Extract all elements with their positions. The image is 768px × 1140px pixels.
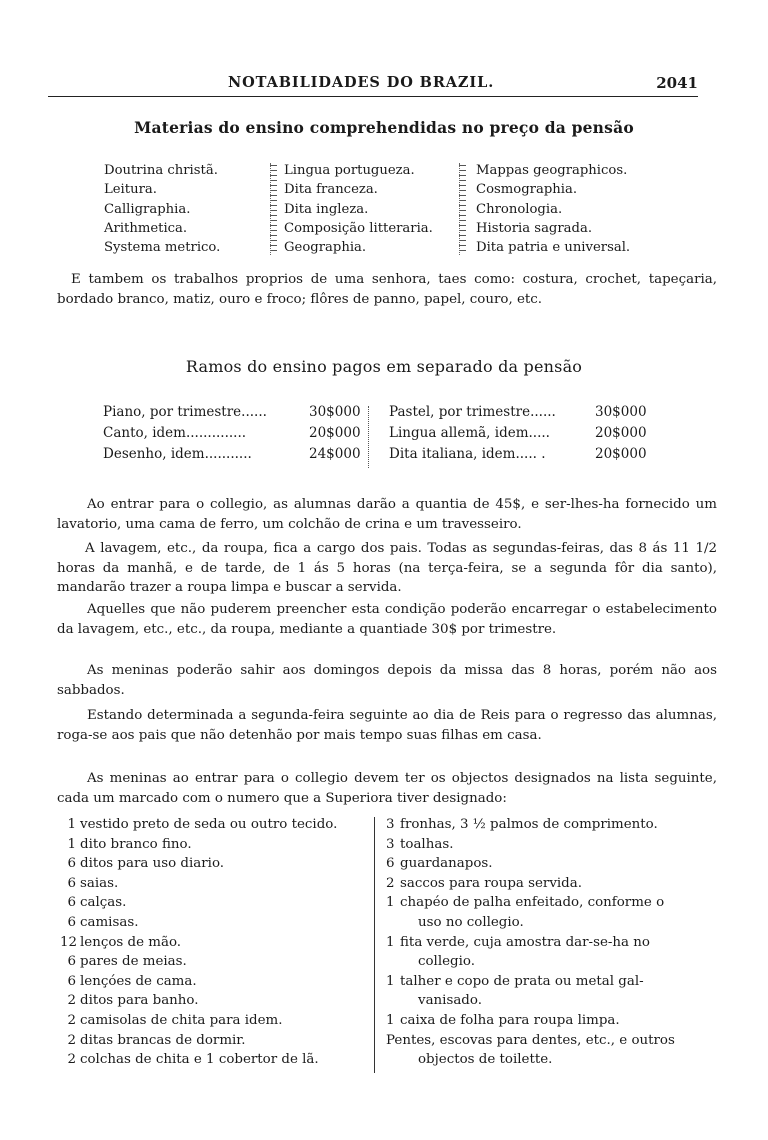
subject-item: Composição litteraria. <box>284 220 433 236</box>
header-rule <box>48 96 698 97</box>
list-item <box>60 835 370 855</box>
item-qty: 1 <box>386 973 395 989</box>
item-text: ditos para banho. <box>80 993 199 1009</box>
paragraph-laundry-service <box>57 600 717 639</box>
subject-label: Pastel, por trimestre...... <box>389 404 556 420</box>
item-qty: 6 <box>67 856 76 872</box>
list-item <box>60 991 370 1011</box>
list-item <box>60 933 370 953</box>
item-text-continued: vanisado. <box>418 993 482 1009</box>
subject-price: 20$000 <box>309 425 361 441</box>
list-item <box>60 815 370 835</box>
running-title: NOTABILIDADES DO BRAZIL. <box>228 74 495 91</box>
price-row <box>103 404 648 425</box>
subject-item: Dita patria e universal. <box>476 240 631 256</box>
item-qty: 1 <box>386 934 395 950</box>
subject-item: Dita franceza. <box>284 182 378 198</box>
subject-item: Geographia. <box>284 240 367 256</box>
item-text-continued: uso no collegio. <box>418 914 524 930</box>
list-item <box>60 854 370 874</box>
item-text: vestido preto de seda ou outro tecido. <box>80 817 338 832</box>
item-text: ditos para uso diario. <box>80 856 225 872</box>
list-item <box>386 933 716 972</box>
page-number: 2041 <box>656 74 698 92</box>
paragraph-text: A lavagem, etc., da roupa, fica a cargo dos pais. Todas as segundas-feiras, das 8 ás 11 1/2 horas da manhã, e de tarde, de 1 ás 5 horas (na terça-feira, se a segunda fôr dia santo), mandarão trazer a roupa limpa e buscar a servida. <box>57 541 717 596</box>
item-text: chapéo de palha enfeitado, conforme o <box>400 895 665 911</box>
subject-item: Leitura. <box>104 182 157 198</box>
paragraph-laundry <box>57 539 717 598</box>
section-title-paid-subjects: Ramos do ensino pagos em separado da pensão <box>185 357 583 376</box>
item-text: talher e copo de prata ou metal gal- <box>400 973 644 989</box>
item-qty: 1 <box>386 1012 395 1028</box>
item-qty: 1 <box>67 836 76 852</box>
list-item <box>386 1011 716 1031</box>
list-item <box>386 972 716 1011</box>
subject-item: Chronologia. <box>476 201 563 217</box>
item-qty: 2 <box>386 875 395 891</box>
list-item <box>60 1031 370 1051</box>
subjects-column-2 <box>284 161 433 257</box>
list-item <box>60 972 370 992</box>
item-qty: 6 <box>67 914 76 930</box>
list-item <box>60 893 370 913</box>
crafts-note-text: E tambem os trabalhos proprios de uma senhora, taes como: costura, crochet, tapeçaria, bordado branco, matiz, ouro e froco; flôres de panno, papel, couro, etc. <box>57 272 717 307</box>
subject-item: Dita ingleza. <box>284 201 369 217</box>
paragraph-text: As meninas ao entrar para o collegio devem ter os objectos designados na lista seguinte, cada um marcado com o numero que a Superiora tiver designado: <box>57 771 717 806</box>
item-text: guardanapos. <box>400 856 493 872</box>
item-qty: 6 <box>67 895 76 911</box>
item-text: saias. <box>80 875 119 891</box>
subject-item: Historia sagrada. <box>476 220 593 236</box>
item-text: calças. <box>80 895 127 911</box>
item-qty: 1 <box>67 817 76 832</box>
item-text: fronhas, 3 ½ palmos de comprimento. <box>400 817 658 832</box>
item-text: toalhas. <box>400 836 454 852</box>
item-text: fita verde, cuja amostra dar-se-ha no <box>400 934 650 950</box>
paragraph-return <box>57 706 717 745</box>
list-item <box>386 835 716 855</box>
item-text: ditas brancas de dormir. <box>80 1032 246 1048</box>
subject-item: Arithmetica. <box>104 220 188 236</box>
subject-label: Dita italiana, idem..... . <box>389 446 546 462</box>
subject-label: Lingua allemã, idem..... <box>389 425 550 441</box>
subject-item: Doutrina christã. <box>104 163 218 178</box>
list-item <box>60 913 370 933</box>
item-text: caixa de folha para roupa limpa. <box>400 1012 620 1028</box>
running-header <box>48 74 698 98</box>
paragraph-enrollment <box>57 495 717 534</box>
item-text-continued: objectos de toilette. <box>418 1052 553 1068</box>
item-text: Pentes, escovas para dentes, etc., e outros <box>386 1032 675 1048</box>
paragraph-text: Estando determinada a segunda-feira seguinte ao dia de Reis para o regresso das alumnas, roga-se aos pais que não detenhão por mais tempo suas filhas em casa. <box>57 708 717 743</box>
column-divider <box>374 817 375 1073</box>
list-item <box>60 874 370 894</box>
subject-price: 30$000 <box>309 404 361 420</box>
brace-divider <box>459 163 466 255</box>
item-text: camisolas de chita para idem. <box>80 1012 283 1028</box>
subjects-column-3 <box>476 161 630 257</box>
section-title-included-subjects: Materias do ensino comprehendidas no preço da pensão <box>134 118 634 137</box>
item-text: camisas. <box>80 914 139 930</box>
price-row <box>103 446 648 467</box>
paragraph-text: Ao entrar para o collegio, as alumnas darão a quantia de 45$, e ser-lhes-ha fornecido um lavatorio, uma cama de ferro, um colchão de crina e um travesseiro. <box>57 497 717 532</box>
item-qty: 6 <box>386 856 395 872</box>
paragraph-outings <box>57 661 717 700</box>
item-qty: 6 <box>67 954 76 970</box>
subject-price: 24$000 <box>309 446 361 462</box>
brace-divider <box>270 163 277 255</box>
item-qty: 3 <box>386 836 395 852</box>
crafts-note <box>57 270 717 309</box>
paragraph-items-intro <box>57 769 717 808</box>
subject-price: 30$000 <box>595 404 647 420</box>
item-text-continued: collegio. <box>418 954 475 970</box>
item-text: pares de meias. <box>80 954 187 970</box>
item-qty: 2 <box>67 993 76 1009</box>
list-item <box>60 1011 370 1031</box>
list-item <box>386 893 716 932</box>
subject-item: Lingua portugueza. <box>284 163 415 178</box>
item-qty: 12 <box>60 934 78 950</box>
subject-item: Systema metrico. <box>104 240 221 256</box>
item-qty: 6 <box>67 973 76 989</box>
items-column-right <box>386 815 716 1070</box>
subject-label: Piano, por trimestre...... <box>103 404 267 420</box>
item-qty: 2 <box>67 1052 76 1068</box>
item-qty: 1 <box>386 895 395 911</box>
subject-price: 20$000 <box>595 425 647 441</box>
subject-price: 20$000 <box>595 446 647 462</box>
item-qty: 2 <box>67 1032 76 1048</box>
item-text: dito branco fino. <box>80 836 192 852</box>
list-item <box>386 815 716 835</box>
list-item <box>386 854 716 874</box>
paid-subjects-table <box>103 404 648 467</box>
subject-item: Calligraphia. <box>104 201 191 217</box>
item-text: saccos para roupa servida. <box>400 875 582 891</box>
item-qty: 3 <box>386 817 395 832</box>
subject-label: Desenho, idem........... <box>103 446 252 462</box>
subject-item: Cosmographia. <box>476 182 578 198</box>
list-item <box>386 1031 716 1070</box>
paragraph-text: Aquelles que não puderem preencher esta condição poderão encarregar o estabelecimento da lavagem, etc., etc., da roupa, mediante a quantiade 30$ por trimestre. <box>57 602 717 637</box>
list-item <box>386 874 716 894</box>
paragraph-text: As meninas poderão sahir aos domingos depois da missa das 8 horas, porém não aos sabbados. <box>57 663 717 698</box>
list-item <box>60 952 370 972</box>
subjects-column-1 <box>104 161 220 257</box>
item-qty: 2 <box>67 1012 76 1028</box>
items-column-left <box>60 815 370 1070</box>
subject-label: Canto, idem.............. <box>103 425 247 441</box>
item-text: lençóes de cama. <box>80 973 197 989</box>
price-row <box>103 425 648 446</box>
item-qty: 6 <box>67 875 76 891</box>
item-text: lenços de mão. <box>80 934 182 950</box>
item-text: colchas de chita e 1 cobertor de lã. <box>80 1052 319 1068</box>
subject-item: Mappas geographicos. <box>476 163 628 178</box>
list-item <box>60 1050 370 1070</box>
